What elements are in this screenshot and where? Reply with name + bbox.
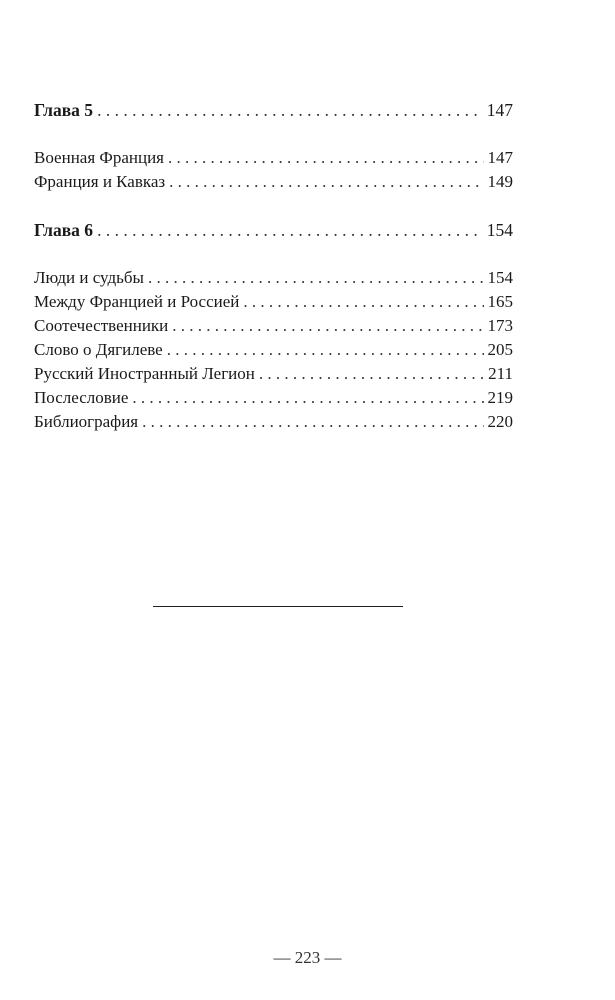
toc-entry-title: Франция и Кавказ <box>34 172 166 191</box>
dot-leader <box>148 266 484 290</box>
toc-page-number: 165 <box>487 292 513 311</box>
dot-leader <box>97 218 483 242</box>
toc-page-number: 173 <box>487 316 513 335</box>
toc-entry <box>34 290 513 314</box>
toc-entry <box>34 410 513 434</box>
toc-entry-title: Между Францией и Россией <box>34 292 240 311</box>
toc-page-number: 149 <box>487 172 513 191</box>
toc-entry-title: Русский Иностранный Легион <box>34 364 255 383</box>
toc-page-number: 154 <box>486 220 513 240</box>
toc-entry <box>34 314 513 338</box>
dot-leader <box>243 290 483 314</box>
toc-entry-title: Слово о Дягилеве <box>34 340 163 359</box>
toc-entry <box>34 170 513 194</box>
dot-leader <box>168 146 484 170</box>
dot-leader <box>142 410 483 434</box>
toc-chapter-title: Глава 6 <box>34 220 94 240</box>
toc-entry <box>34 266 513 290</box>
toc-page-number: 154 <box>487 268 513 287</box>
toc-chapter-title: Глава 5 <box>34 100 94 120</box>
toc-entry <box>34 386 513 410</box>
toc-chapter-heading <box>34 218 513 242</box>
toc-page-number: 205 <box>487 340 513 359</box>
toc-page-number: 220 <box>487 412 513 431</box>
end-rule-divider <box>153 606 403 607</box>
dot-leader <box>167 338 484 362</box>
toc-chapter-heading <box>34 98 513 122</box>
table-of-contents <box>34 98 513 434</box>
toc-entry-title: Военная Франция <box>34 148 164 167</box>
toc-entry-title: Послесловие <box>34 388 129 407</box>
toc-page-number: 211 <box>488 364 513 383</box>
toc-page-number: 147 <box>487 148 513 167</box>
dot-leader <box>259 362 484 386</box>
toc-entry-title: Люди и судьбы <box>34 268 144 287</box>
toc-entry <box>34 338 513 362</box>
dot-leader <box>169 170 483 194</box>
page-number-folio: — 223 — <box>273 948 342 967</box>
dot-leader <box>97 98 483 122</box>
dot-leader <box>172 314 483 338</box>
toc-page-number: 147 <box>486 100 513 120</box>
toc-entry-title: Библиография <box>34 412 139 431</box>
toc-page-number: 219 <box>487 388 513 407</box>
toc-entry <box>34 146 513 170</box>
toc-entry-title: Соотечественники <box>34 316 169 335</box>
dot-leader <box>132 386 483 410</box>
toc-entry <box>34 362 513 386</box>
